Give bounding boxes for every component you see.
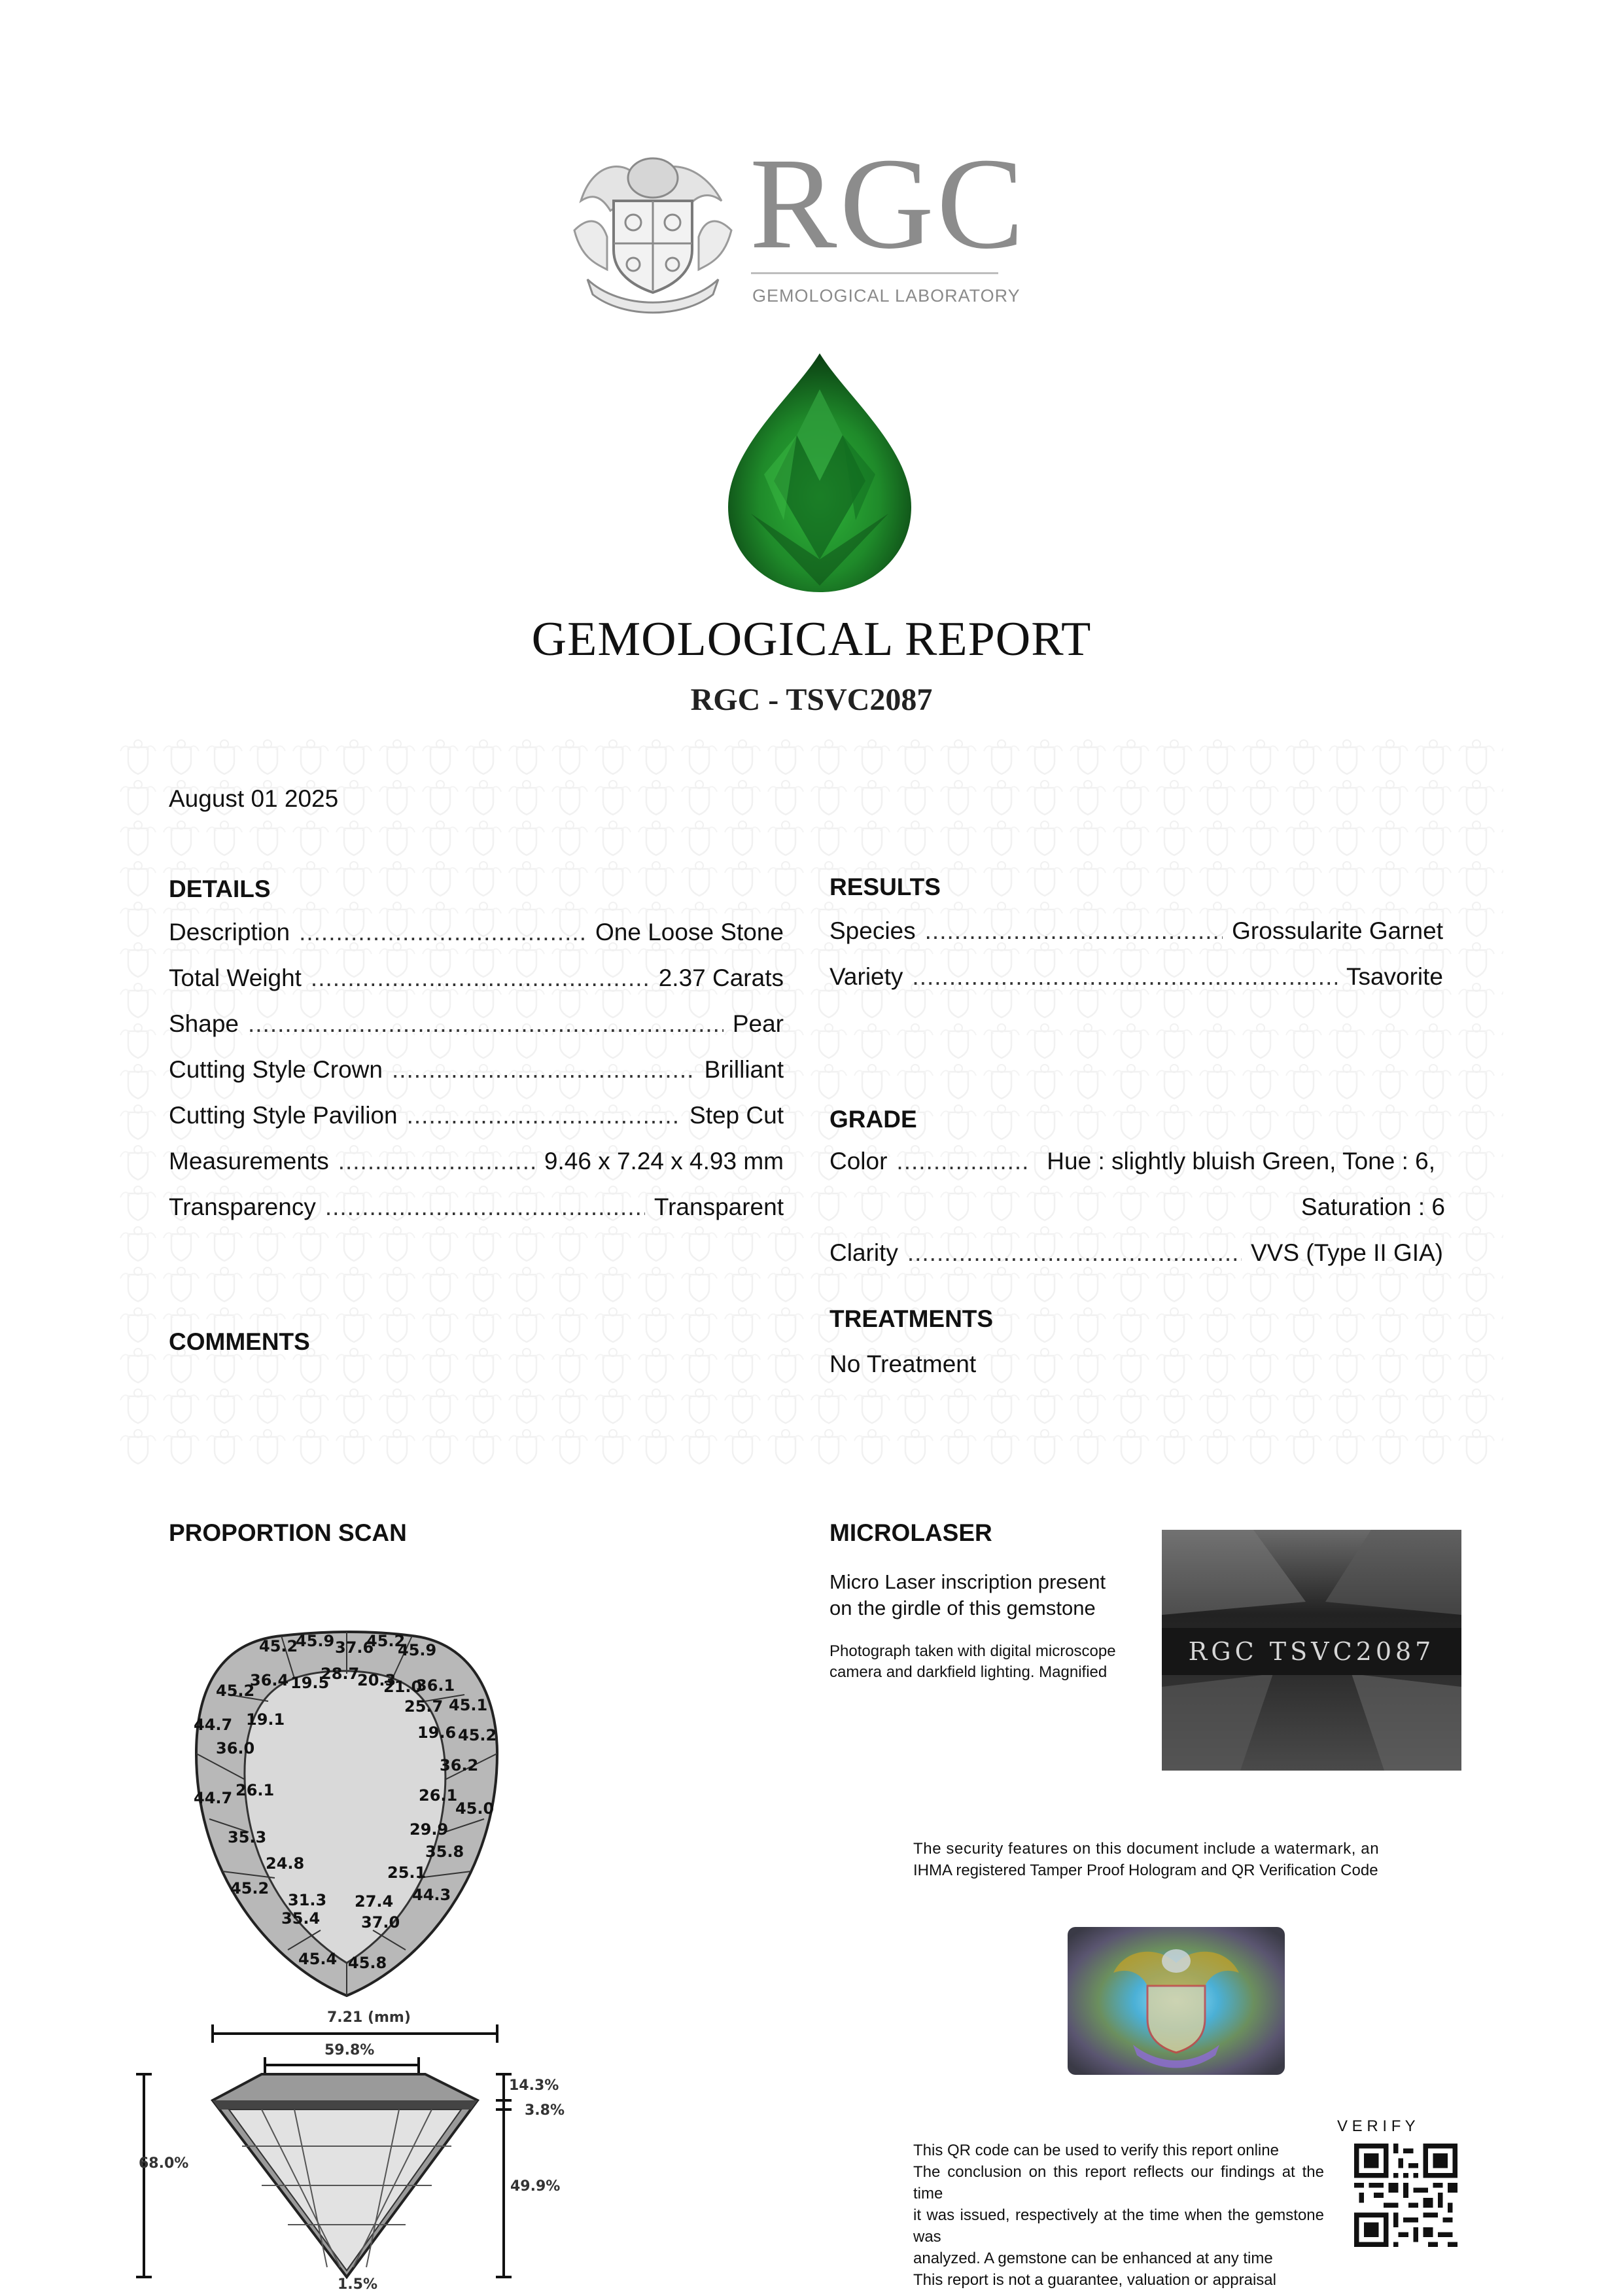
results-heading: RESULTS [829,874,941,900]
grade-row-color [829,1148,1435,1180]
girdle-label: 3.8% [525,2102,565,2119]
grade-row-clarity [829,1239,1443,1272]
angle-label: 19.6 [417,1723,457,1742]
leader-dots [407,1102,680,1129]
angle-label: 45.1 [449,1696,488,1714]
treatments-heading: TREATMENTS [829,1305,994,1332]
hologram-seal [1068,1927,1285,2075]
crown-height-label: 14.3% [509,2077,559,2094]
angle-label: 36.0 [216,1739,255,1757]
rgc-logo [568,132,1027,315]
leader-dots [392,1056,695,1084]
qr-code-icon [1354,2144,1457,2247]
security-line2: IHMA registered Tamper Proof Hologram and QR Verification Code [913,1862,1378,1879]
verify-line: analyzed. A gemstone can be enhanced at any time [913,2250,1273,2267]
verify-label: V E R I F Y [1337,2117,1416,2135]
detail-row-transparency [169,1193,784,1226]
angle-label: 25.7 [404,1697,444,1716]
angle-label: 35.8 [425,1843,464,1861]
grade-color-value: Hue : slightly bluish Green, Tone : 6, [1047,1148,1435,1174]
microlaser-heading: MICROLASER [829,1519,992,1546]
leader-dots [338,1148,535,1175]
width-label: 7.21 (mm) [327,2009,411,2026]
grade-label: Color [829,1148,888,1174]
angle-label: 24.8 [266,1854,305,1873]
angle-label: 45.9 [296,1632,335,1650]
culet-label: 1.5% [338,2276,378,2290]
detail-value: 2.37 Carats [658,964,784,991]
detail-row-crown [169,1056,784,1089]
detail-label: Measurements [169,1148,329,1174]
verification-qr-code[interactable] [1354,2144,1457,2247]
result-row-variety [829,963,1443,996]
angle-label: 25.1 [387,1863,427,1882]
verify-line: The conclusion on this report reflects our findings at the time [913,2163,1324,2202]
detail-label: Total Weight [169,964,302,991]
security-line1: The security features on this document include a watermark, an [913,1840,1380,1858]
total-depth-label-text: 68.0% [139,2155,189,2172]
report-date: August 01 2025 [169,785,339,812]
microlaser-photo [1162,1530,1461,1771]
leader-dots [907,1239,1242,1267]
detail-value: Pear [732,1010,784,1037]
microlaser-note2: camera and darkfield lighting. Magnified [829,1663,1108,1681]
angle-label: 45.0 [455,1799,495,1818]
verify-line: it was issued, respectively at the time when the gemstone was [913,2206,1324,2246]
comments-heading: COMMENTS [169,1328,310,1355]
report-title: GEMOLOGICAL REPORT [531,612,1092,666]
logo-wordmark: RGC [750,132,1027,276]
leader-dots [925,917,1223,945]
angle-label: 45.2 [230,1879,270,1898]
leader-dots [912,963,1337,991]
microlaser-line2: on the girdle of this gemstone [829,1597,1096,1619]
laser-inscription: RGC TSVC2087 [1188,1637,1435,1666]
leader-dots [311,964,650,992]
detail-value: One Loose Stone [595,919,784,945]
angle-label: 44.7 [194,1789,233,1807]
angle-label: 45.2 [366,1632,406,1650]
angle-label: 31.3 [288,1891,327,1909]
detail-row-measurements [169,1148,784,1180]
grade-label: Clarity [829,1239,898,1266]
leader-dots [248,1010,724,1038]
angle-label: 45.2 [216,1682,255,1700]
proportion-scan-diagram [131,1623,628,2290]
detail-label: Description [169,919,290,945]
detail-row-shape [169,1010,784,1043]
details-heading: DETAILS [169,875,271,902]
result-label: Variety [829,963,903,990]
angle-label: 21.0 [383,1678,423,1696]
detail-row-description [169,919,784,951]
detail-value: 9.46 x 7.24 x 4.93 mm [544,1148,784,1174]
detail-label: Shape [169,1010,239,1037]
angle-label: 44.7 [194,1716,233,1734]
angle-label: 27.4 [355,1892,394,1911]
angle-label: 45.2 [458,1726,497,1744]
angle-label: 35.3 [228,1828,267,1846]
detail-value: Step Cut [689,1102,784,1129]
microlaser-note1: Photograph taken with digital microscope [829,1642,1116,1660]
angle-label: 28.7 [321,1665,360,1683]
angle-label: 37.6 [335,1638,374,1657]
pavilion-depth-label: 49.9% [510,2178,561,2195]
angle-label: 26.1 [236,1781,275,1799]
angle-label: 36.2 [440,1756,479,1775]
logo-subtitle: GEMOLOGICAL LABORATORY [752,286,1021,306]
angle-label: 29.9 [410,1820,449,1839]
leader-dots [896,1148,1027,1175]
grade-heading: GRADE [829,1106,917,1133]
verify-line: This report is not a guarantee, valuation or appraisal [913,2271,1276,2289]
angle-label: 45.8 [348,1954,387,1972]
leader-dots [325,1193,645,1221]
table-pct-label: 59.8% [324,2042,375,2058]
microlaser-line1: Micro Laser inscription present [829,1570,1106,1593]
angle-label: 45.2 [259,1637,298,1655]
angle-label: 36.4 [250,1671,289,1689]
detail-value: Brilliant [704,1056,784,1083]
angle-label: 45.9 [398,1641,437,1659]
logo-divider [751,272,998,274]
angle-label: 36.1 [416,1676,455,1695]
angle-label: 44.3 [412,1886,451,1904]
proportion-scan-heading: PROPORTION SCAN [169,1519,407,1546]
treatments-value: No Treatment [829,1351,977,1377]
angle-label: 45.4 [298,1950,338,1968]
angle-label: 37.0 [361,1913,400,1932]
result-row-species [829,917,1443,950]
result-label: Species [829,917,916,944]
angle-label: 35.4 [281,1909,321,1928]
angle-label: 20.3 [357,1671,396,1689]
detail-label: Cutting Style Crown [169,1056,383,1083]
verify-text-block [913,2140,1324,2291]
detail-row-total-weight [169,964,784,997]
report-number: RGC - TSVC2087 [690,682,933,717]
leader-dots [299,919,586,946]
angle-label: 19.5 [290,1674,330,1692]
gemstone-photo [725,350,915,595]
result-value: Tsavorite [1346,963,1443,990]
verify-line: This QR code can be used to verify this report online [913,2142,1279,2159]
detail-value: Transparent [654,1193,784,1220]
hologram-crest-icon [1068,1927,1285,2075]
grade-clarity-value: VVS (Type II GIA) [1250,1239,1443,1266]
result-value: Grossularite Garnet [1232,917,1443,944]
grade-color-saturation: Saturation : 6 [1300,1193,1445,1220]
detail-label: Cutting Style Pavilion [169,1102,398,1129]
detail-label: Transparency [169,1193,316,1220]
angle-label: 26.1 [419,1786,458,1805]
angle-label: 19.1 [246,1710,285,1729]
detail-row-pavilion [169,1102,784,1135]
